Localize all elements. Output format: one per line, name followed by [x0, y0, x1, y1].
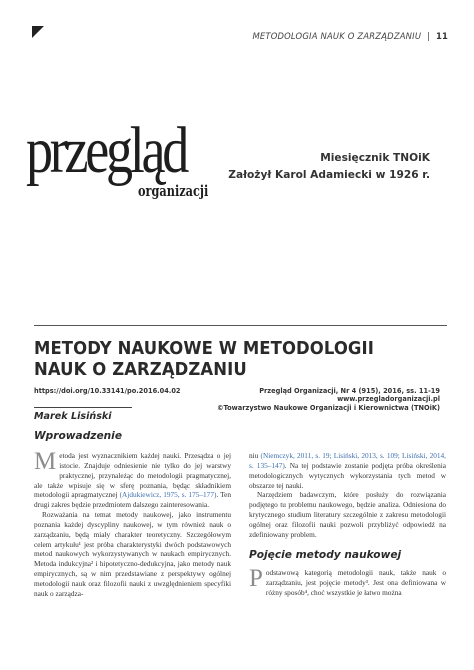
page-number: 11	[435, 31, 448, 41]
paragraph: Narzędziem badawczym, które posłuży do rozwiązania podjętego tu problemu naukowego, będzie analiza. Odniesiona do krytycznego studium literatury szczególnie z zakresu metodologii ogólnej oraz filozofii nauki pozwoli przybliżyć odpowiedź na zdefiniowany problem.	[249, 490, 446, 539]
founder-line: Założył Karol Adamiecki w 1926 r.	[228, 169, 430, 181]
paragraph-text: odstawową kategorią metodologii nauk, także nauk o zarządzaniu, jest pojęcie metody³. Jest ona definiowana w różny sposób⁴, choć wszystkie je łatwo można	[265, 568, 446, 598]
running-head-separator: |	[427, 31, 431, 41]
citation-link[interactable]: (Niemczyk, 2011, s. 19; Lisiński, 2013, s. 109; Lisiński, 2014, s. 135–147)	[249, 451, 446, 470]
paragraph-text: . Na tej podstawie zostanie podjęta próba określenia metodologicznych wytycznych wykorzystania tych metod w obszarze tej nauki.	[249, 460, 446, 490]
right-column	[249, 451, 446, 598]
paragraph-text: niu	[249, 451, 261, 460]
journal-logo: przegląd	[26, 114, 187, 187]
doi-link[interactable]: https://doi.org/10.33141/po.2016.04.02	[34, 387, 181, 395]
running-head-title: METODOLOGIA NAUK O ZARZĄDZANIU	[252, 31, 422, 41]
paragraph	[249, 451, 446, 490]
citation-line: Przegląd Organizacji, Nr 4 (915), 2016, ss. 11-19	[259, 387, 440, 395]
journal-info	[228, 150, 430, 184]
paragraph	[249, 565, 446, 598]
running-head	[252, 31, 448, 41]
paragraph-text: etoda jest wyznacznikiem każdej nauki. Przesądza o jej istocie. Znajduje odniesienie nie tylko do jej warstwy praktycznej, przynależąc do metodologii pragmatycznej, ale także wpisuje się w sferę poznania, będąc składnikiem metodologii apragmatycznej	[34, 451, 231, 500]
journal-line: Miesięcznik TNOiK	[320, 152, 430, 164]
left-column	[34, 448, 232, 599]
corner-triangle-icon	[32, 26, 44, 38]
citation-link[interactable]: (Ajdukiewicz, 1975, s. 175–177)	[119, 490, 217, 500]
paragraph-text: . Ten drugi zakres będzie przedmiotem dalszego zainteresowania.	[34, 490, 232, 510]
section-heading-concept: Pojęcie metody naukowej	[249, 548, 402, 561]
author-divider	[34, 407, 132, 408]
copyright-line: ©Towarzystwo Naukowe Organizacji i Kierownictwa (TNOiK)	[216, 403, 440, 412]
section-heading-intro: Wprowadzenie	[34, 430, 122, 442]
author-name: Marek Lisiński	[34, 411, 112, 422]
website-link[interactable]: www.przegladorganizacji.pl	[337, 395, 440, 404]
title-divider	[34, 325, 447, 326]
drop-cap: P	[249, 565, 263, 593]
drop-cap: M	[34, 448, 57, 475]
article-title	[34, 339, 419, 381]
publication-info	[217, 387, 440, 412]
paragraph: Rozważania na temat metody naukowej, jako instrumentu poznania każdej dyscypliny naukowej, w tym również nauk o zarządzaniu, będą miały charakter teoretyczny. Szczegółowym celem artykułu¹ jest próba charakterystyki dwóch podstawowych metod naukowych wykorzystywanych w naukach empirycznych. Metoda indukcyjna² i hipotetyczno-dedukcyjna, jako metody nauk empirycznych, są w nim przedstawiane z perspektywy ogólnej metodologii nauk oraz filozofii nauki z uwzględnieniem specyfiki nauk o zarządza-	[34, 510, 231, 598]
paragraph	[34, 448, 232, 510]
article-title-line-1: METODY NAUKOWE W METODOLOGII	[34, 339, 374, 359]
article-title-line-2: NAUK O ZARZĄDZANIU	[34, 360, 247, 380]
journal-logo-subtitle: organizacji	[138, 183, 209, 200]
